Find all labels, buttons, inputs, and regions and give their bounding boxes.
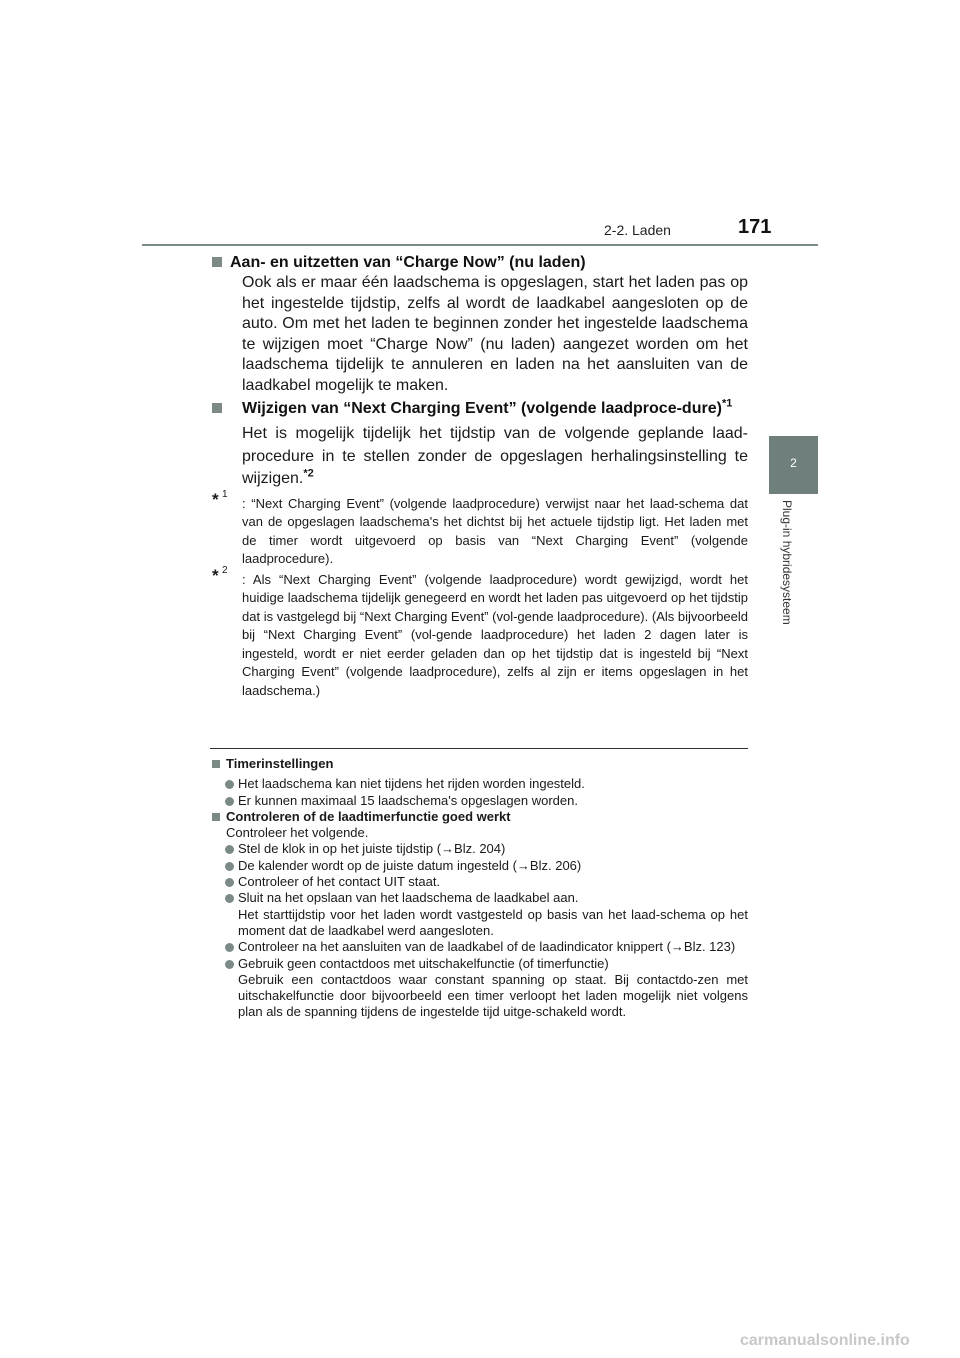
footnote-ref: *2 xyxy=(303,467,314,480)
list-item xyxy=(210,841,748,857)
chapter-title: Plug-in hybridesysteem xyxy=(780,500,794,625)
footnote-ref: *1 xyxy=(721,397,733,410)
circle-bullet-icon xyxy=(225,845,234,854)
body-text: Het is mogelijk tijdelijk het tijdstip van de volgende geplande laad-procedure in te stellen zonder de opgeslagen herhalingsinstelling te wijzigen. xyxy=(242,425,748,487)
heading-text-main: Wijzigen van “Next Charging Event” (volgende laadproce-dure) xyxy=(242,400,722,417)
list-item xyxy=(210,776,748,792)
list-item xyxy=(210,858,748,874)
main-content xyxy=(210,252,748,700)
note-heading-text: Timerinstellingen xyxy=(226,756,334,771)
section-body-charge-now: Ook als er maar één laadschema is opgeslagen, start het laden pas op het ingestelde tijdstip, zelfs al wordt de laadkabel aangesloten op de auto. Om met het laden te beginnen zonder het ingestelde laadschema te wijzigen moet “Charge Now” (nu laden) aangezet worden om het laadschema tijdelijk te annuleren en laden na het aansluiten van de laadkabel mogelijk te maken. xyxy=(242,274,748,394)
list-item xyxy=(210,874,748,890)
section-label: 2-2. Laden xyxy=(604,222,671,238)
list-item-text: Het laadschema kan niet tijdens het rijden worden ingesteld. xyxy=(238,776,585,792)
footnote-text: : “Next Charging Event” (volgende laadprocedure) verwijst naar het laad-schema dat van de opgeslagen laadschema's het dichtst bij het actuele tijdstip ligt. Het laden met de timer wordt uitgevoerd op basis van “Next Charging Event” (volgende laadprocedure). xyxy=(242,495,748,566)
circle-bullet-icon xyxy=(225,862,234,871)
circle-bullet-icon xyxy=(225,780,234,789)
notes-section xyxy=(210,756,748,1021)
square-bullet-icon xyxy=(212,760,220,768)
watermark-text: carmanualsonline.info xyxy=(740,1332,910,1349)
list-item-text: Gebruik geen contactdoos met uitschakelfunctie (of timerfunctie) xyxy=(238,955,609,971)
list-item-text: Controleer of het contact UIT staat. xyxy=(238,874,441,890)
circle-bullet-icon xyxy=(225,960,234,969)
heading-text xyxy=(230,398,732,419)
list-item-text: Er kunnen maximaal 15 laadschema's opgeslagen worden. xyxy=(238,792,578,808)
note-heading-timer xyxy=(210,756,748,772)
list-item-continuation: Gebruik een contactdoos waar constant spanning op staat. Bij contactdo-zen met uitschakelfunctie door bijvoorbeeld een timer verloopt het laden mogelijk niet volgens plan als de spanning tijdens de ingestelde tijd uitge-schakeld wordt. xyxy=(238,971,748,1020)
list-item-text: Stel de klok in op het juiste tijdstip (→Blz. 204) xyxy=(238,841,506,857)
footnote-2: * 2 : Als “Next Charging Event” (volgende laadprocedure) wordt gewijzigd, wordt het huidige laadschema tijdelijk genegeerd en wordt het laden pas uitgevoerd op het tijdstip dat is vastgelegd bij “Next Charging Event” (vol-gende laadprocedure). (Als bijvoorbeeld bij “Next Charging Event” (vol-gende laadprocedure) het laden 2 dagen later is ingesteld, wordt er niet eerder geladen dan op het tijdstip dat is ingesteld bij “Next Charging Event” (volgende laadprocedure), zelfs al zijn er items opgeslagen in het laadschema.) xyxy=(212,564,748,698)
square-bullet-icon xyxy=(212,813,220,821)
footnote-1: * 1 : “Next Charging Event” (volgende laadprocedure) verwijst naar het laad-schema dat van de opgeslagen laadschema's het dichtst bij het actuele tijdstip ligt. Het laden met de timer wordt uitgevoerd op basis van “Next Charging Event” (volgende laadprocedure). xyxy=(212,488,748,566)
note-intro: Controleer het volgende. xyxy=(226,825,369,841)
chapter-tab xyxy=(769,436,818,494)
square-bullet-icon xyxy=(212,403,222,413)
circle-bullet-icon xyxy=(225,943,234,952)
list-item-text: De kalender wordt op de juiste datum ingesteld (→Blz. 206) xyxy=(238,857,582,873)
square-bullet-icon xyxy=(212,257,222,267)
note-heading-check xyxy=(210,809,748,825)
list-item-text: Controleer na het aansluiten van de laadkabel of de laadindicator knippert (→Blz. 123) xyxy=(238,939,736,955)
list-item xyxy=(210,890,748,906)
list-item xyxy=(210,956,748,972)
circle-bullet-icon xyxy=(225,797,234,806)
footnote-asterisk: * xyxy=(212,489,219,509)
circle-bullet-icon xyxy=(225,878,234,887)
chapter-tab-number: 2 xyxy=(790,456,797,470)
notes-divider xyxy=(210,748,748,749)
footnote-text: : Als “Next Charging Event” (volgende laadprocedure) wordt gewijzigd, wordt het huidige laadschema tijdelijk genegeerd en wordt het laden pas uitgevoerd op het tijdstip dat is vastgelegd bij “Next Charging Event” (vol-gende laadprocedure). (Als bijvoorbeeld bij “Next Charging Event” (vol-gende laadprocedure) het laden 2 dagen later is ingesteld, wordt er niet eerder geladen dan op het tijdstip dat is ingesteld bij “Next Charging Event” (volgende laadprocedure), zelfs al zijn er items opgeslagen in het laadschema.) xyxy=(242,571,748,698)
section-heading-next-charging xyxy=(210,398,748,419)
circle-bullet-icon xyxy=(225,894,234,903)
heading-text: Aan- en uitzetten van “Charge Now” (nu laden) xyxy=(230,254,586,271)
page-number: 171 xyxy=(738,216,772,238)
list-item-text: Sluit na het opslaan van het laadschema de laadkabel aan. xyxy=(238,890,579,906)
header-rule xyxy=(142,244,818,246)
section-heading-charge-now xyxy=(210,252,748,273)
note-heading-text: Controleren of de laadtimerfunctie goed werkt xyxy=(226,808,511,824)
footnote-asterisk: * xyxy=(212,565,219,585)
page-header xyxy=(0,0,960,250)
list-item xyxy=(210,793,748,809)
list-item xyxy=(210,939,748,955)
section-body-next-charging xyxy=(210,423,748,491)
list-item-continuation: Het starttijdstip voor het laden wordt vastgesteld op basis van het laad-schema op het moment dat de laadkabel werd aangesloten. xyxy=(238,906,748,938)
